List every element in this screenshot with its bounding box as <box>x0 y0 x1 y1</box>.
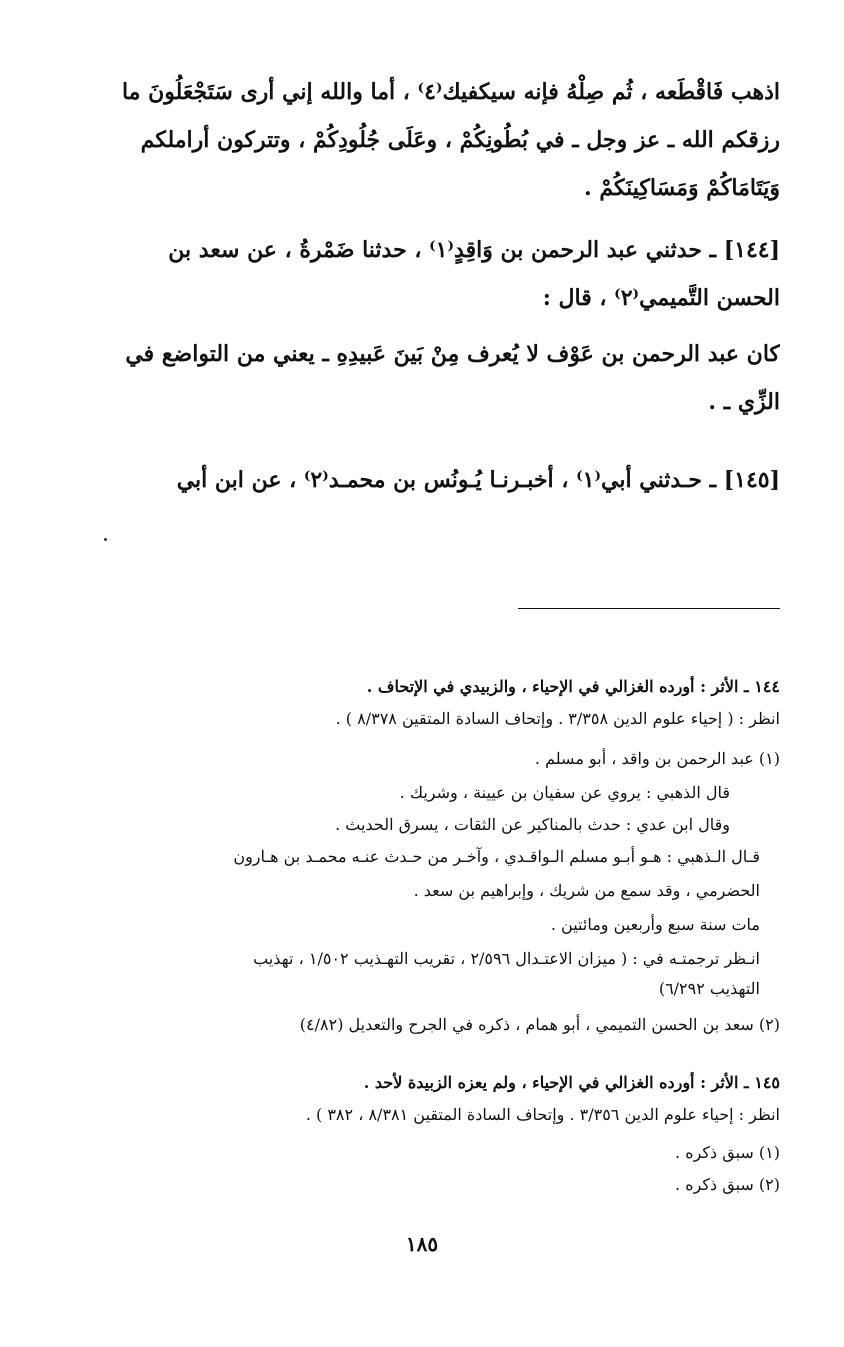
footnote-separator <box>518 608 780 609</box>
text-line: [١٤٤] ـ حدثني عبد الرحمن بن وَاقِدٍ⁽١⁾ ، حدثنا ضَمْرةُ ، عن سعد بن <box>168 237 780 263</box>
narration-145 <box>84 456 780 504</box>
footnote-145-refs: انظر : إحياء علوم الدين ٣/٣٥٦ . وإتحاف السادة المتقين ٨/٣٨١ ، ٣٨٢ ) . <box>305 1105 780 1124</box>
footnote-1-line: قـال الـذهبي : هـو أبـو مسلم الـواقـدي ، وآخـر من حـدث عنـه محمـد بن هـارون <box>233 847 760 866</box>
stray-mark <box>104 538 107 541</box>
footnote-1-line: وقال ابن عدي : حدث بالمناكير عن الثقات ، يسرق الحديث . <box>335 815 730 834</box>
footnote-1-line: التهذيب ٦/٢٩٢) <box>658 979 760 998</box>
text-line: [١٤٥] ـ حـدثني أبي⁽١⁾ ، أخبـرنـا يُـونُس بن محمـد⁽٢⁾ ، عن ابن أبي <box>176 467 780 493</box>
footnote-2: (٢) سعد بن الحسن التميمي ، أبو همام ، ذكره في الجرح والتعديل (٤/٨٢) <box>299 1015 780 1034</box>
footnote-1-line: قال الذهبي : يروي عن سفيان بن عيينة ، وشريك . <box>399 783 730 802</box>
footnote-1: (١) عبد الرحمن بن واقد ، أبو مسلم . <box>534 749 780 768</box>
footnote-145-1: (١) سبق ذكره . <box>675 1143 780 1162</box>
paragraph-1 <box>84 68 780 212</box>
footnote-144-source: ١٤٤ ـ الأثر : أورده الغزالي في الإحياء ، والزبيدي في الإتحاف . <box>366 677 780 696</box>
footnote-144-refs: انظر : ( إحياء علوم الدين ٣/٣٥٨ . وإتحاف السادة المتقين ٨/٣٧٨ ) . <box>335 709 780 728</box>
text-line: الحسن التَّميمي⁽٢⁾ ، قال : <box>542 285 780 311</box>
footnote-145-2: (٢) سبق ذكره . <box>675 1175 780 1194</box>
footnote-1-line: الحضرمي ، وقد سمع من شريك ، وإبراهيم بن سعد . <box>413 881 760 900</box>
text-line: اذهب فَاقْطَعه ، ثُم صِلْهُ فإنه سيكفيك⁽٤⁾ ، أما والله إني أرى سَتَجْعَلُونَ ما <box>121 79 780 105</box>
narration-144 <box>84 226 780 322</box>
text-line: رزقكم الله ـ عز وجل ـ في بُطُونِكُمْ ، وعَلَى جُلُودِكُمْ ، وتتركون أراملكم <box>140 127 780 153</box>
footnote-1-line: مات سنة سبع وأربعين ومائتين . <box>550 915 760 934</box>
text-line: وَيَتَامَاكُمْ وَمَسَاكِينَكُمْ . <box>584 175 780 201</box>
text-line: كان عبد الرحمن بن عَوْف لا يُعرف مِنْ بَينَ عَبيدِهِ ـ يعني من التواضع في <box>125 341 780 367</box>
text-line: الزِّي ـ . <box>708 389 780 415</box>
paragraph-3 <box>84 330 780 426</box>
footnote-145-source: ١٤٥ ـ الأثر : أورده الغزالي في الإحياء ، ولم يعزه الزبيدة لأحد . <box>363 1073 780 1092</box>
footnote-1-line: انـظر ترجمتـه في : ( ميزان الاعتـدال ٢/٥٩٦ ، تقريب التهـذيب ١/٥٠٢ ، تهذيب <box>253 949 760 968</box>
page-number: ١٨٥ <box>405 1232 439 1256</box>
